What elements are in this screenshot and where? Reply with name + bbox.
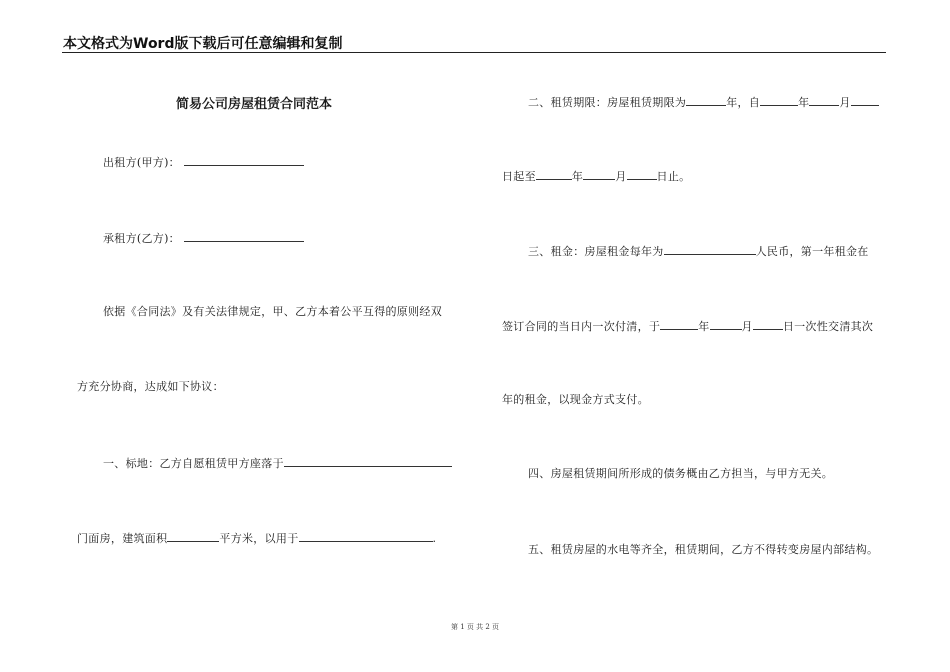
clause2-line2-a: 日起至 (502, 170, 536, 183)
end-month-blank (583, 168, 615, 180)
clause3-text-b: 人民币，第一年租金在 (755, 245, 869, 258)
intro-line-1: 依据《合同法》及有关法律规定，甲、乙方本着公平互得的原则经双 (103, 305, 442, 318)
clause2-line-2 (502, 168, 690, 184)
lessee-label: 承租方(乙方)： (103, 232, 180, 245)
pay-year-blank (660, 318, 698, 330)
clause3-line2-d: 日一次性交清其次 (782, 320, 874, 333)
clause1-line-2 (77, 530, 436, 546)
lessor-label: 出租方(甲方)： (103, 156, 180, 169)
pay-month-blank (710, 318, 742, 330)
document-title: 简易公司房屋租赁合同范本 (176, 97, 333, 112)
start-day-blank (851, 94, 879, 106)
clause5-line: 五、租赁房屋的水电等齐全，租赁期间，乙方不得转变房屋内部结构。 (528, 543, 879, 556)
usage-label: 平方米，以用于 (219, 532, 299, 545)
term-years-blank (686, 94, 726, 106)
lessor-blank (184, 154, 304, 166)
lessee-blank (184, 230, 304, 242)
rent-amount-blank (664, 243, 756, 255)
clause1-end: . (432, 532, 437, 545)
clause2-line-1 (528, 94, 879, 110)
clause3-line-1 (528, 243, 869, 259)
clause3-line2-b: 年 (698, 320, 710, 333)
start-month-blank (809, 94, 839, 106)
clause3-line-3: 年的租金，以现金方式支付。 (502, 393, 649, 406)
header-divider (62, 52, 886, 53)
clause1-text: 一、标地：乙方自愿租赁甲方座落于 (103, 457, 284, 470)
clause3-line2-c: 月 (741, 320, 753, 333)
clause2-line2-b: 年 (571, 170, 584, 183)
header-title: 本文格式为Word版下载后可任意编辑和复制 (63, 36, 343, 52)
clause3-line2-a: 签订合同的当日内一次付清，于 (502, 320, 661, 333)
clause2-line2-c: 月 (615, 170, 627, 183)
clause2-line2-d: 日止。 (656, 170, 691, 183)
end-day-blank (627, 168, 657, 180)
pay-day-blank (753, 318, 783, 330)
clause2-text-c: 年 (798, 96, 810, 109)
lessor-line (103, 154, 304, 170)
clause1-line-1 (103, 455, 452, 471)
page-number-footer: 第 1 页 共 2 页 (450, 623, 500, 631)
area-blank (167, 530, 219, 542)
start-year-blank (760, 94, 798, 106)
usage-blank (299, 530, 433, 542)
location-blank (284, 455, 452, 467)
lessee-line (103, 230, 304, 246)
clause4-line: 四、房屋租赁期间所形成的债务概由乙方担当，与甲方无关。 (528, 467, 834, 480)
clause3-line-2 (502, 318, 873, 334)
clause2-text-b: 年，自 (726, 96, 761, 109)
intro-line-2: 方充分协商，达成如下协议： (77, 380, 224, 393)
clause2-text-d: 月 (839, 96, 851, 109)
area-label: 门面房，建筑面积 (77, 532, 168, 545)
end-year-blank (536, 168, 572, 180)
clause2-text-a: 二、租赁期限：房屋租赁期限为 (528, 96, 687, 109)
clause3-text-a: 三、租金：房屋租金每年为 (528, 245, 664, 258)
